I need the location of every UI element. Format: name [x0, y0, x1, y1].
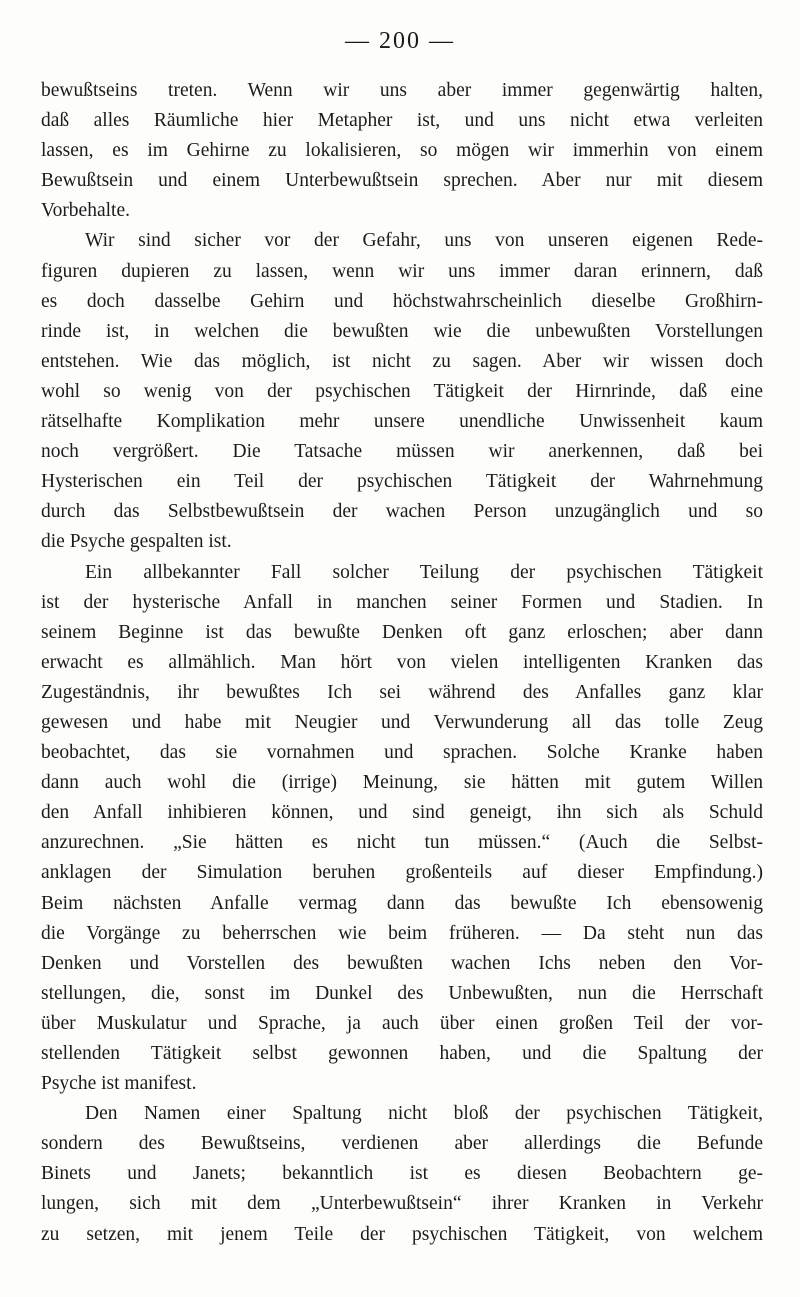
text-line: wohl so wenig von der psychischen Tätigkeit der Hirnrinde, daß eine	[41, 380, 763, 402]
text-line: lungen, sich mit dem „Unterbewußtsein“ ihrer Kranken in Verkehr	[41, 1193, 763, 1215]
text-line: Denken und Vorstellen des bewußten wachen Ichs neben den Vor-	[41, 952, 763, 974]
text-line: entstehen. Wie das möglich, ist nicht zu sagen. Aber wir wissen doch	[41, 350, 763, 372]
text-line: rinde ist, in welchen die bewußten wie die unbewußten Vorstellungen	[41, 320, 763, 342]
text-line: es doch dasselbe Gehirn und höchstwahrscheinlich dieselbe Großhirn-	[41, 290, 763, 312]
text-line: Ein allbekannter Fall solcher Teilung der psychischen Tätigkeit	[85, 561, 763, 583]
text-line: Beim nächsten Anfalle vermag dann das bewußte Ich ebensowenig	[41, 892, 763, 914]
text-line: die Vorgänge zu beherrschen wie beim früheren. — Da steht nun das	[41, 922, 763, 944]
page-number: — 200 —	[345, 28, 455, 54]
text-line: rätselhafte Komplikation mehr unsere unendliche Unwissenheit kaum	[41, 411, 763, 433]
text-line: dann auch wohl die (irrige) Meinung, sie hätten mit gutem Willen	[41, 772, 763, 794]
text-line: sondern des Bewußtseins, verdienen aber allerdings die Befunde	[41, 1133, 763, 1155]
text-line: daß alles Räumliche hier Metapher ist, und uns nicht etwa verleiten	[41, 110, 763, 132]
text-line: gewesen und habe mit Neugier und Verwunderung all das tolle Zeug	[41, 711, 763, 733]
text-line: Hysterischen ein Teil der psychischen Tätigkeit der Wahrnehmung	[41, 471, 763, 493]
text-line: bewußtseins treten. Wenn wir uns aber immer gegenwärtig halten,	[41, 80, 763, 101]
text-line: Wir sind sicher vor der Gefahr, uns von unseren eigenen Rede-	[85, 230, 763, 252]
text-line: beobachtet, das sie vornahmen und sprachen. Solche Kranke haben	[41, 742, 763, 764]
text-line: anklagen der Simulation beruhen großenteils auf dieser Empfindung.)	[41, 862, 763, 884]
text-line: Bewußtsein und einem Unterbewußtsein sprechen. Aber nur mit diesem	[41, 170, 763, 192]
text-line: den Anfall inhibieren können, und sind geneigt, ihn sich als Schuld	[41, 802, 763, 824]
text-line: über Muskulatur und Sprache, ja auch über einen großen Teil der vor-	[41, 1012, 763, 1034]
text-line: Binets und Janets; bekanntlich ist es diesen Beobachtern ge-	[41, 1163, 763, 1185]
text-line: stellungen, die, sonst im Dunkel des Unbewußten, nun die Herrschaft	[41, 982, 763, 1004]
body-text	[41, 76, 763, 1250]
text-line: anzurechnen. „Sie hätten es nicht tun müssen.“ (Auch die Selbst-	[41, 832, 763, 854]
text-line: Den Namen einer Spaltung nicht bloß der psychischen Tätigkeit,	[85, 1103, 763, 1125]
text-line: erwacht es allmählich. Man hört von vielen intelligenten Kranken das	[41, 651, 763, 673]
text-line: Psyche ist manifest.	[41, 1073, 197, 1095]
text-line: die Psyche gespalten ist.	[41, 531, 232, 553]
text-line: seinem Beginne ist das bewußte Denken oft ganz erloschen; aber dann	[41, 621, 763, 643]
text-line: zu setzen, mit jenem Teile der psychischen Tätigkeit, von welchem	[41, 1223, 763, 1245]
text-line: lassen, es im Gehirne zu lokalisieren, so mögen wir immerhin von einem	[41, 140, 763, 162]
text-line: noch vergrößert. Die Tatsache müssen wir anerkennen, daß bei	[41, 441, 763, 463]
text-line: figuren dupieren zu lassen, wenn wir uns immer daran erinnern, daß	[41, 260, 763, 282]
text-line: durch das Selbstbewußtsein der wachen Person unzugänglich und so	[41, 501, 763, 523]
text-line: Zugeständnis, ihr bewußtes Ich sei während des Anfalles ganz klar	[41, 681, 763, 703]
text-line: ist der hysterische Anfall in manchen seiner Formen und Stadien. In	[41, 591, 763, 613]
text-line: Vorbehalte.	[41, 200, 130, 222]
text-line: stellenden Tätigkeit selbst gewonnen haben, und die Spaltung der	[41, 1043, 763, 1064]
